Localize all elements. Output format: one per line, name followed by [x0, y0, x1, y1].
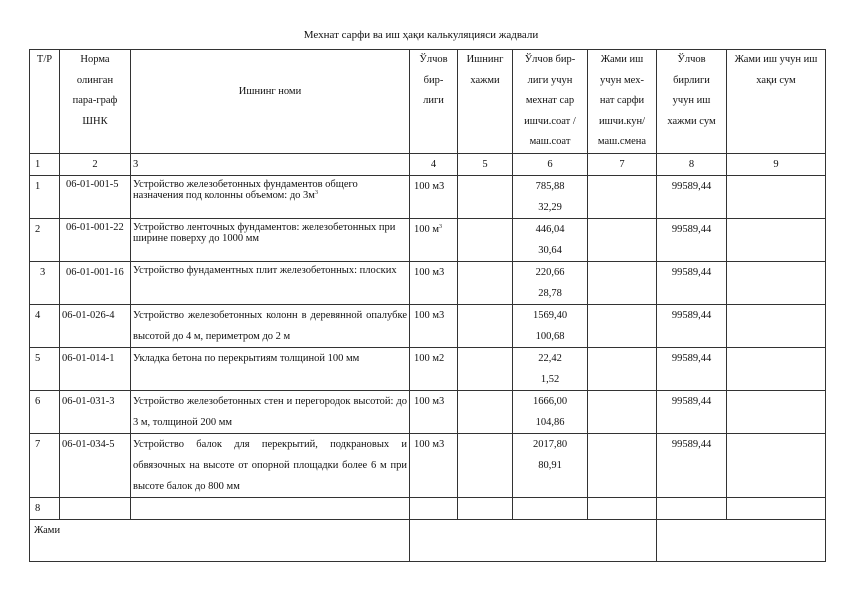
total-wage: [727, 390, 826, 433]
row-number: 2: [30, 218, 60, 261]
column-number: 4: [410, 153, 458, 175]
total-label: Жами: [30, 519, 410, 561]
header-row: [30, 50, 826, 154]
column-number: 6: [513, 153, 588, 175]
labor-per-unit: 1569,40 100,68: [513, 304, 588, 347]
column-number: 1: [30, 153, 60, 175]
table-row: [30, 304, 826, 347]
unit: 100 м3: [410, 261, 458, 304]
labor-per-unit: 22,42 1,52: [513, 347, 588, 390]
labor-per-unit: [513, 497, 588, 519]
work-name: Укладка бетона по перекрытиям толщиной 100 мм: [131, 347, 410, 390]
norm-code: 06-01-001-22: [60, 218, 131, 261]
unit: 100 м3: [410, 433, 458, 497]
total-wage: [727, 175, 826, 218]
total-wage: [727, 304, 826, 347]
total-wage: [727, 497, 826, 519]
norm-code: 06-01-034-5: [60, 433, 131, 497]
volume: [458, 390, 513, 433]
header-work-name: Ишнинг номи: [131, 50, 410, 154]
header-norm-paragraph: Норма олинган пара-граф ШНК: [60, 50, 131, 154]
total-wage: [727, 261, 826, 304]
total-labor: [588, 347, 657, 390]
column-number: 9: [727, 153, 826, 175]
total-labor: [588, 433, 657, 497]
total-wage: [727, 218, 826, 261]
total-labor: [588, 390, 657, 433]
labor-per-unit: 1666,00 104,86: [513, 390, 588, 433]
volume: [458, 304, 513, 347]
unit-price: 99589,44: [657, 218, 727, 261]
header-total-wage: Жами иш учун иш хақи сум: [727, 50, 826, 154]
row-number: 6: [30, 390, 60, 433]
column-number: 5: [458, 153, 513, 175]
column-number: 3: [131, 153, 410, 175]
total-row: [30, 519, 826, 561]
labor-per-unit: 220,66 28,78: [513, 261, 588, 304]
norm-code: 06-01-014-1: [60, 347, 131, 390]
total-labor: [588, 304, 657, 347]
table-row: [30, 390, 826, 433]
unit: 100 м2: [410, 347, 458, 390]
column-number-row: [30, 153, 826, 175]
work-name: Устройство железобетонных стен и перегородок высотой: до 3 м, толщиной 200 мм: [131, 390, 410, 433]
unit-price: 99589,44: [657, 304, 727, 347]
total-labor: [588, 175, 657, 218]
total-labor: [588, 261, 657, 304]
header-unit: Ўлчов бир- лиги: [410, 50, 458, 154]
total-wage: [727, 433, 826, 497]
header-row-number: Т/Р: [30, 50, 60, 154]
unit-price: 99589,44: [657, 347, 727, 390]
unit: 100 м3: [410, 175, 458, 218]
column-number: 7: [588, 153, 657, 175]
norm-code: 06-01-026-4: [60, 304, 131, 347]
unit-price: 99589,44: [657, 261, 727, 304]
work-name: Устройство балок для перекрытий, подкрановых и обвязочных на высоте от опорной площадки более 6 м при высоте балок до 800 мм: [131, 433, 410, 497]
header-labor-per-unit: Ўлчов бир- лиги учун мехнат сар ишчи.соат / маш.соат: [513, 50, 588, 154]
row-number: 7: [30, 433, 60, 497]
total-wage: [727, 347, 826, 390]
unit-price: [657, 497, 727, 519]
labor-per-unit: 446,04 30,64: [513, 218, 588, 261]
volume: [458, 497, 513, 519]
row-number: 8: [30, 497, 60, 519]
row-number: 3: [30, 261, 60, 304]
work-name: Устройство железобетонных колонн в деревянной опалубке высотой до 4 м, периметром до 2 м: [131, 304, 410, 347]
document-title: Мехнат сарфи ва иш ҳақи калькуляцияси жадвали: [303, 29, 539, 41]
unit: [410, 497, 458, 519]
volume: [458, 175, 513, 218]
table-row: [30, 497, 826, 519]
column-number: 8: [657, 153, 727, 175]
header-total-labor: Жами иш учун мех- нат сарфи ишчи.кун/ маш.смена: [588, 50, 657, 154]
work-name: Устройство фундаментных плит железобетонных: плоских: [131, 261, 410, 304]
unit-price: 99589,44: [657, 390, 727, 433]
unit: 100 м3: [410, 390, 458, 433]
calculation-table: [29, 49, 826, 562]
row-number: 4: [30, 304, 60, 347]
labor-per-unit: 2017,80 80,91: [513, 433, 588, 497]
unit-price: 99589,44: [657, 175, 727, 218]
total-sum: [657, 519, 826, 561]
volume: [458, 347, 513, 390]
header-unit-price: Ўлчов бирлиги учун иш хажми сум: [657, 50, 727, 154]
volume: [458, 261, 513, 304]
norm-code: 06-01-031-3: [60, 390, 131, 433]
total-labor: [588, 218, 657, 261]
table-row: [30, 433, 826, 497]
work-name: Устройство железобетонных фундаментов общего назначения под колонны объемом: до $3м^3$: [131, 175, 410, 218]
row-number: 1: [30, 175, 60, 218]
column-number: 2: [60, 153, 131, 175]
labor-per-unit: 785,88 32,29: [513, 175, 588, 218]
table-row: [30, 261, 826, 304]
total-empty: [410, 519, 657, 561]
norm-code: 06-01-001-16: [60, 261, 131, 304]
unit: 100 $м^3$: [410, 218, 458, 261]
work-name: Устройство ленточных фундаментов: железобетонных при ширине поверху до 1000 мм: [131, 218, 410, 261]
table-row: [30, 175, 826, 218]
unit-price: 99589,44: [657, 433, 727, 497]
row-number: 5: [30, 347, 60, 390]
table-row: [30, 218, 826, 261]
unit: 100 м3: [410, 304, 458, 347]
norm-code: 06-01-001-5: [60, 175, 131, 218]
header-volume: Ишнинг хажми: [458, 50, 513, 154]
work-name: [131, 497, 410, 519]
norm-code: [60, 497, 131, 519]
volume: [458, 218, 513, 261]
volume: [458, 433, 513, 497]
total-labor: [588, 497, 657, 519]
table-row: [30, 347, 826, 390]
